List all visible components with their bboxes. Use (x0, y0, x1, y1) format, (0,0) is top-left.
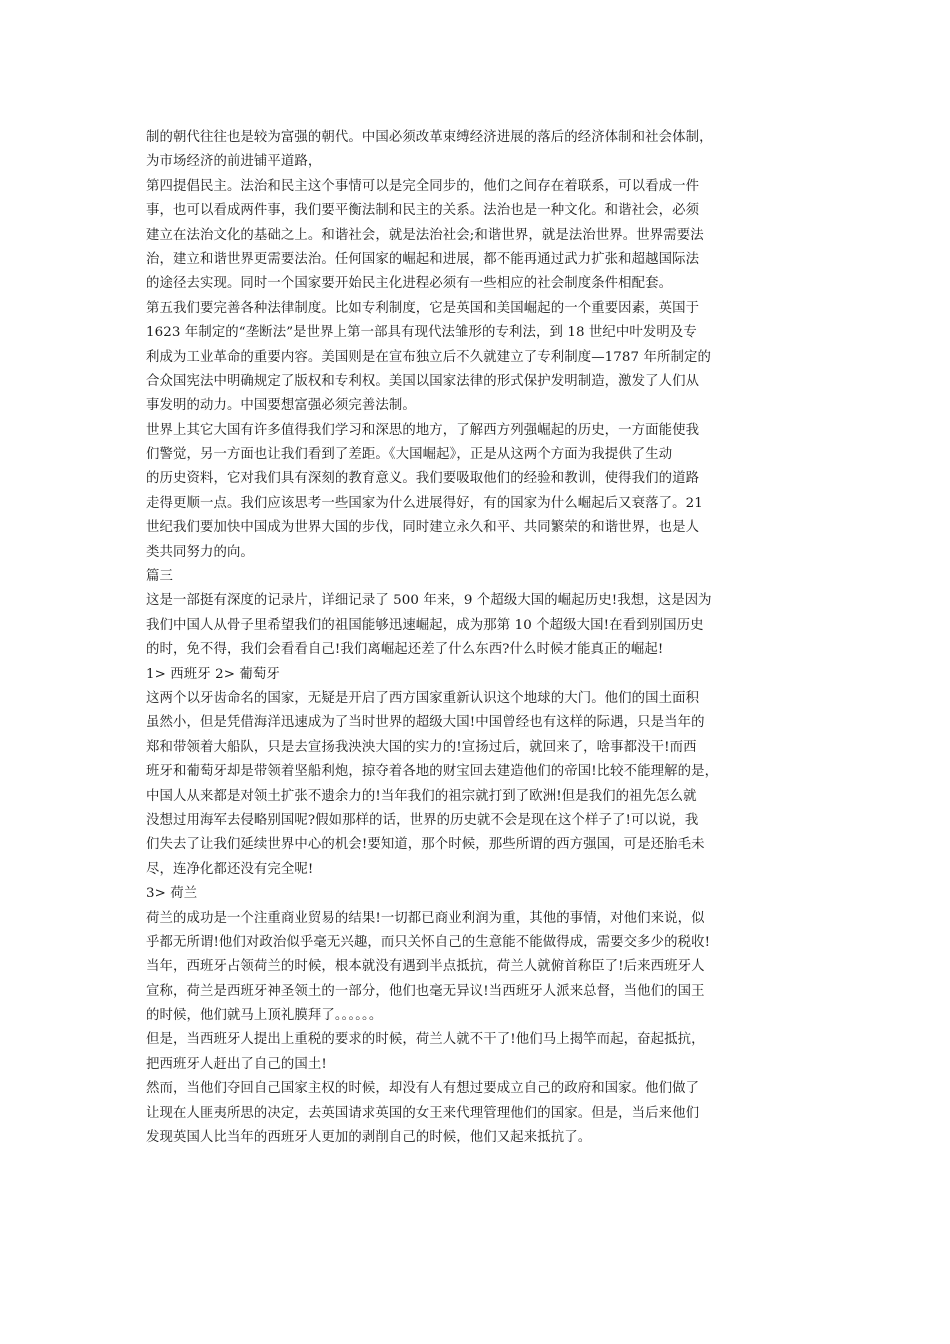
text-line: 的时，免不得，我们会看看自己!我们离崛起还差了什么东西?什么时候才能真正的崛起! (146, 642, 664, 658)
document-body (146, 126, 811, 1150)
text-line: 虽然小，但是凭借海洋迅速成为了当时世界的超级大国!中国曾经也有这样的际遇，只是当年的 (146, 715, 705, 731)
text-line: 把西班牙人赶出了自己的国土! (146, 1056, 327, 1072)
text-line: 们失去了让我们延续世界中心的机会!要知道，那个时候，那些所谓的西方强国，可是还胎毛未 (146, 837, 705, 853)
text-line: 我们中国人从骨子里希望我们的祖国能够迅速崛起，成为那第 10 个超级大国!在看到别国历史 (146, 617, 704, 633)
text-line: 郑和带领着大船队，只是去宣扬我泱泱大国的实力的!宣扬过后，就回来了，啥事都没干!而西 (146, 739, 697, 755)
text-line: 没想过用海军去侵略别国呢?假如那样的话，世界的历史就不会是现在这个样子了!可以说，我 (146, 812, 699, 828)
text-line: 的历史资料，它对我们具有深刻的教育意义。我们要吸取他们的经验和教训，使得我们的道路 (146, 471, 700, 487)
text-line: 这两个以牙齿命名的国家，无疑是开启了西方国家重新认识这个地球的大门。他们的国土面积 (146, 690, 700, 706)
text-line: 当年，西班牙占领荷兰的时候，根本就没有遇到半点抵抗，荷兰人就俯首称臣了!后来西班牙人 (146, 959, 705, 975)
text-line: 世纪我们要加快中国成为世界大国的步伐，同时建立永久和平、共同繁荣的和谐世界，也是人 (146, 520, 700, 536)
text-line: 世界上其它大国有许多值得我们学习和深思的地方，了解西方列强崛起的历史，一方面能使我 (146, 422, 700, 438)
text-line: 的时候，他们就马上顶礼膜拜了。。。。。。 (146, 1008, 383, 1024)
subsection-heading: 1> 西班牙 2> 葡萄牙 (146, 666, 280, 682)
text-line: 发现英国人比当年的西班牙人更加的剥削自己的时候，他们又起来抵抗了。 (146, 1130, 592, 1146)
text-line: 但是，当西班牙人提出上重税的要求的时候，荷兰人就不干了!他们马上揭竿而起，奋起抵抗， (146, 1032, 705, 1048)
text-line: 班牙和葡萄牙却是带领着坚船利炮，掠夺着各地的财宝回去建造他们的帝国!比较不能理解的是， (146, 764, 719, 780)
text-line: 治，建立和谐世界更需要法治。任何国家的崛起和进展，都不能再通过武力扩张和超越国际法 (146, 251, 700, 267)
text-line: 尽，连净化都还没有完全呢! (146, 861, 314, 877)
text-line: 利成为工业革命的重要内容。美国则是在宣布独立后不久就建立了专利制度—1787 年所制定的 (146, 349, 711, 365)
text-line: 第四提倡民主。法治和民主这个事情可以是完全同步的，他们之间存在着联系，可以看成一件 (146, 178, 700, 194)
section-heading: 篇三 (146, 569, 173, 585)
text-line: 制的朝代往往也是较为富强的朝代。中国必须改革束缚经济进展的落后的经济体制和社会体制， (146, 130, 713, 145)
text-line: 中国人从来都是对领土扩张不遗余力的!当年我们的祖宗就打到了欧洲!但是我们的祖先怎么就 (146, 788, 697, 804)
text-line: 荷兰的成功是一个注重商业贸易的结果!一切都已商业利润为重，其他的事情，对他们来说，似 (146, 910, 705, 926)
text-line: 这是一部挺有深度的记录片，详细记录了 500 年来，9 个超级大国的崛起历史!我想，这是因为 (146, 593, 712, 609)
text-line: 事，也可以看成两件事，我们要平衡法制和民主的关系。法治也是一种文化。和谐社会，必须 (146, 203, 700, 219)
text-line: 走得更顺一点。我们应该思考一些国家为什么进展得好，有的国家为什么崛起后又衰落了。21 (146, 495, 703, 511)
text-line: 事发明的动力。中国要想富强必须完善法制。 (146, 398, 416, 414)
text-line: 然而，当他们夺回自己国家主权的时候，却没有人有想过要成立自己的政府和国家。他们做了 (146, 1081, 700, 1097)
subsection-heading: 3> 荷兰 (146, 886, 198, 902)
text-line: 们警觉，另一方面也让我们看到了差距。《大国崛起》，正是从这两个方面为我提供了生动 (146, 447, 673, 463)
text-line: 乎都无所谓!他们对政治似乎毫无兴趣，而只关怀自己的生意能不能做得成，需要交多少的税收! (146, 934, 711, 950)
text-line: 为市场经济的前进铺平道路， (146, 154, 322, 170)
text-line: 宣称，荷兰是西班牙神圣领土的一部分，他们也毫无异议!当西班牙人派来总督，当他们的国王 (146, 983, 705, 999)
text-line: 让现在人匪夷所思的决定，去英国请求英国的女王来代理管理他们的国家。但是，当后来他们 (146, 1105, 700, 1121)
text-line: 建立在法治文化的基础之上。和谐社会，就是法治社会;和谐世界，就是法治世界。世界需要法 (146, 227, 704, 243)
text-line: 1623 年制定的“垄断法”是世界上第一部具有现代法雏形的专利法，到 18 世纪中叶发明及专 (146, 325, 697, 341)
text-line: 类共同努力的向。 (146, 544, 254, 560)
text-line: 的途径去实现。同时一个国家要开始民主化进程必须有一些相应的社会制度条件相配套。 (146, 276, 673, 292)
text-line: 合众国宪法中明确规定了版权和专利权。美国以国家法律的形式保护发明制造，激发了人们从 (146, 373, 700, 389)
text-line: 第五我们要完善各种法律制度。比如专利制度，它是英国和美国崛起的一个重要因素，英国于 (146, 300, 700, 316)
